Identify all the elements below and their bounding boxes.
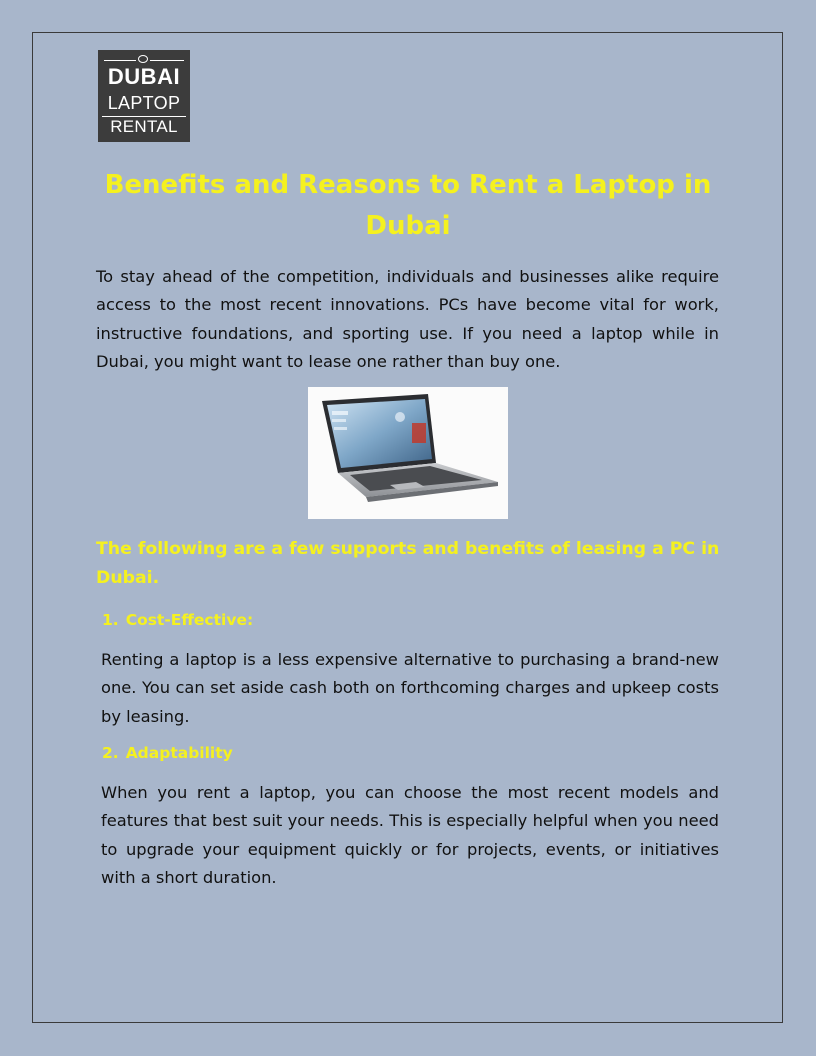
benefit-title-2: Adaptability (125, 744, 233, 762)
benefit-number-2: 2. (102, 744, 119, 762)
logo-line-2: LAPTOP (107, 93, 181, 113)
benefit-heading-2 (102, 742, 233, 764)
benefit-text-2: When you rent a laptop, you can choose the most recent models and features that best suit your needs. This is especially helpful when you need to upgrade your equipment quickly or for projects, events, or initiatives with a short duration. (101, 783, 719, 887)
benefit-number-1: 1. (102, 611, 119, 629)
benefit-text-1: Renting a laptop is a less expensive alternative to purchasing a brand-new one. You can set aside cash both on forthcoming charges and upkeep costs by leasing. (101, 650, 719, 726)
company-logo (98, 50, 190, 142)
laptop-image (308, 387, 508, 519)
intro-paragraph: To stay ahead of the competition, individuals and businesses alike require access to the most recent innovations. PCs have become vital for work, instructive foundations, and sporting use. If you need a laptop while in Dubai, you might want to lease one rather than buy one. (96, 267, 719, 371)
page-title: Benefits and Reasons to Rent a Laptop in Dubai (104, 170, 712, 241)
benefit-title-1: Cost-Effective: (125, 611, 254, 629)
benefits-subtitle: The following are a few supports and benefits of leasing a PC in Dubai. (96, 539, 720, 588)
logo-line-1: DUBAI (107, 64, 181, 89)
benefit-heading-1 (102, 609, 253, 631)
logo-line-3: RENTAL (102, 116, 186, 137)
